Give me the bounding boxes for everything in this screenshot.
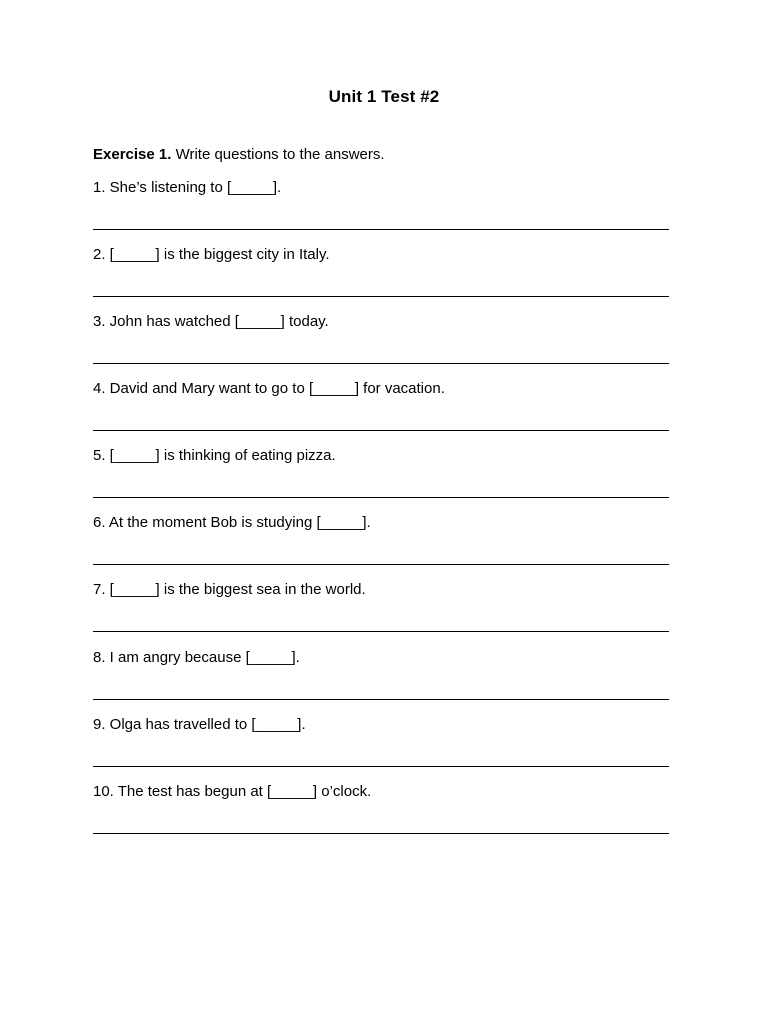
answer-line-9[interactable] [93, 766, 669, 767]
question-2: 2. [_____] is the biggest city in Italy. [93, 246, 330, 263]
question-6: 6. At the moment Bob is studying [_____]. [93, 514, 371, 531]
answer-line-3[interactable] [93, 363, 669, 364]
question-1: 1. She’s listening to [_____]. [93, 179, 282, 196]
exercise-label: Exercise 1. [93, 146, 172, 163]
answer-line-6[interactable] [93, 564, 669, 565]
exercise-instruction-text: Write questions to the answers. [171, 146, 385, 163]
page-title: Unit 1 Test #2 [328, 87, 440, 106]
answer-line-5[interactable] [93, 497, 669, 498]
answer-line-7[interactable] [93, 631, 669, 632]
answer-line-10[interactable] [93, 833, 669, 834]
question-4: 4. David and Mary want to go to [_____] for vacation. [93, 380, 445, 397]
question-3: 3. John has watched [_____] today. [93, 313, 329, 330]
answer-line-2[interactable] [93, 296, 669, 297]
exercise-instruction [93, 146, 385, 163]
question-7: 7. [_____] is the biggest sea in the world. [93, 581, 366, 598]
question-5: 5. [_____] is thinking of eating pizza. [93, 447, 336, 464]
question-8: 8. I am angry because [_____]. [93, 649, 300, 666]
answer-line-8[interactable] [93, 699, 669, 700]
answer-line-4[interactable] [93, 430, 669, 431]
answer-line-1[interactable] [93, 229, 669, 230]
question-10: 10. The test has begun at [_____] o’clock. [93, 783, 372, 800]
question-9: 9. Olga has travelled to [_____]. [93, 716, 306, 733]
